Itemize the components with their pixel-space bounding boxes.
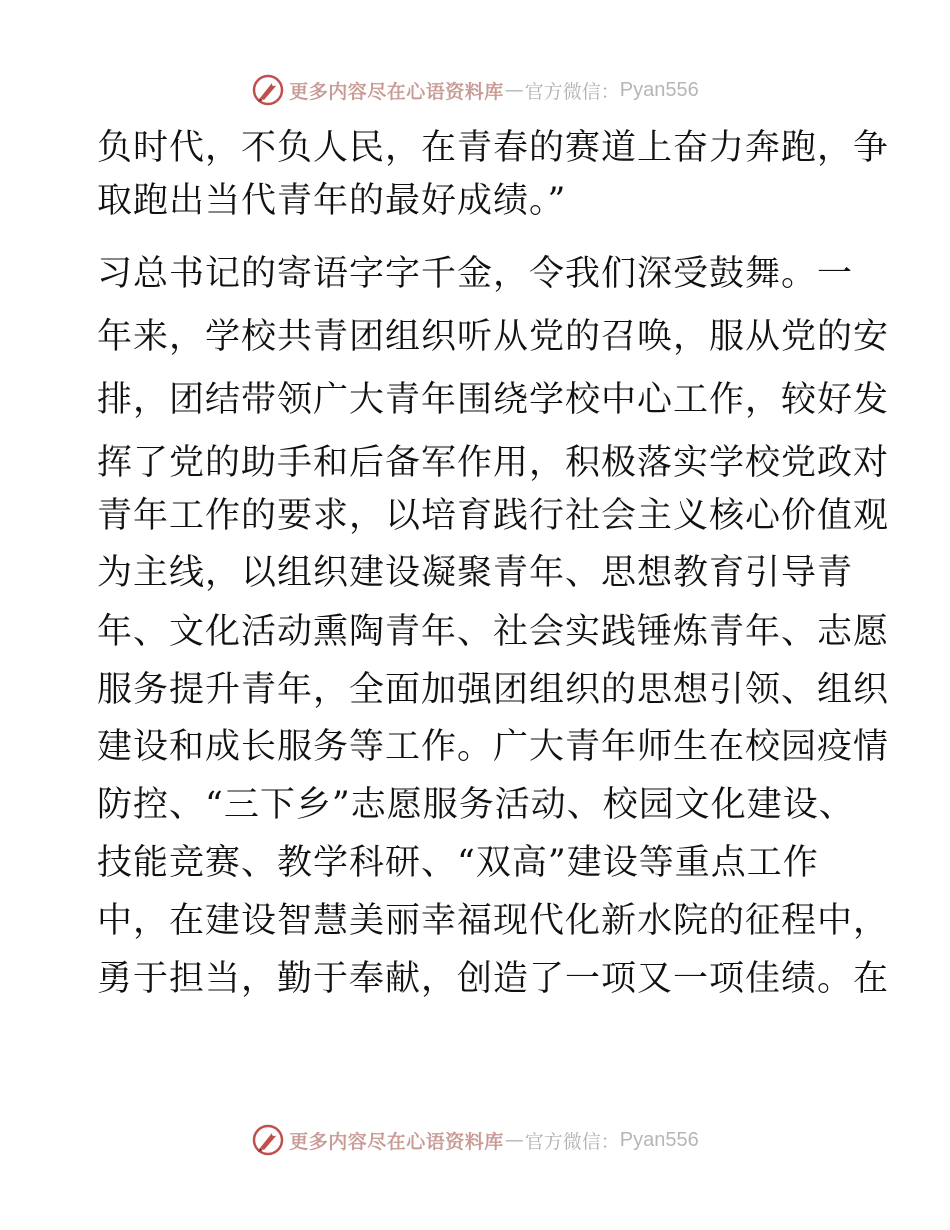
text-line: 习总书记的寄语字字千金，令我们深受鼓舞。一 <box>97 254 854 294</box>
header-watermark <box>0 70 950 110</box>
watermark-separator: — <box>504 79 524 101</box>
text-line: 为主线，以组织建设凝聚青年、思想教育引导青 <box>97 553 854 593</box>
watermark-promo-text: 更多内容尽在心语资料库 <box>289 80 504 103</box>
text-line: 负时代，不负人民，在青春的赛道上奋力奔跑，争 <box>97 128 890 168</box>
watermark-separator: — <box>504 1129 524 1151</box>
watermark-official-label: 官方微信： <box>524 1130 620 1153</box>
text-line: 取跑出当代青年的最好成绩。” <box>97 181 567 221</box>
text-line: 青年工作的要求，以培育践行社会主义核心价值观 <box>97 496 890 536</box>
pen-logo-icon <box>251 73 285 107</box>
text-line: 服务提升青年，全面加强团组织的思想引领、组织 <box>97 670 890 710</box>
text-line: 技能竞赛、教学科研、“双高”建设等重点工作 <box>97 843 819 883</box>
text-line: 年来，学校共青团组织听从党的召唤，服从党的安 <box>97 317 890 357</box>
text-line: 排，团结带领广大青年围绕学校中心工作，较好发 <box>97 380 890 420</box>
text-line: 建设和成长服务等工作。广大青年师生在校园疫情 <box>97 727 890 767</box>
watermark-official-label: 官方微信： <box>524 80 620 103</box>
footer-watermark <box>0 1120 950 1160</box>
text-line: 挥了党的助手和后备军作用，积极落实学校党政对 <box>97 443 890 483</box>
text-line: 防控、“三下乡”志愿服务活动、校园文化建设、 <box>97 785 855 825</box>
text-line: 年、文化活动熏陶青年、社会实践锤炼青年、志愿 <box>97 612 890 652</box>
text-line: 中，在建设智慧美丽幸福现代化新水院的征程中， <box>97 901 890 941</box>
pen-logo-icon <box>251 1123 285 1157</box>
watermark-official-id: Pyan556 <box>619 78 699 101</box>
watermark-official-id: Pyan556 <box>619 1128 699 1151</box>
watermark-promo-text: 更多内容尽在心语资料库 <box>289 1130 504 1153</box>
text-line: 勇于担当，勤于奉献，创造了一项又一项佳绩。在 <box>97 959 890 999</box>
